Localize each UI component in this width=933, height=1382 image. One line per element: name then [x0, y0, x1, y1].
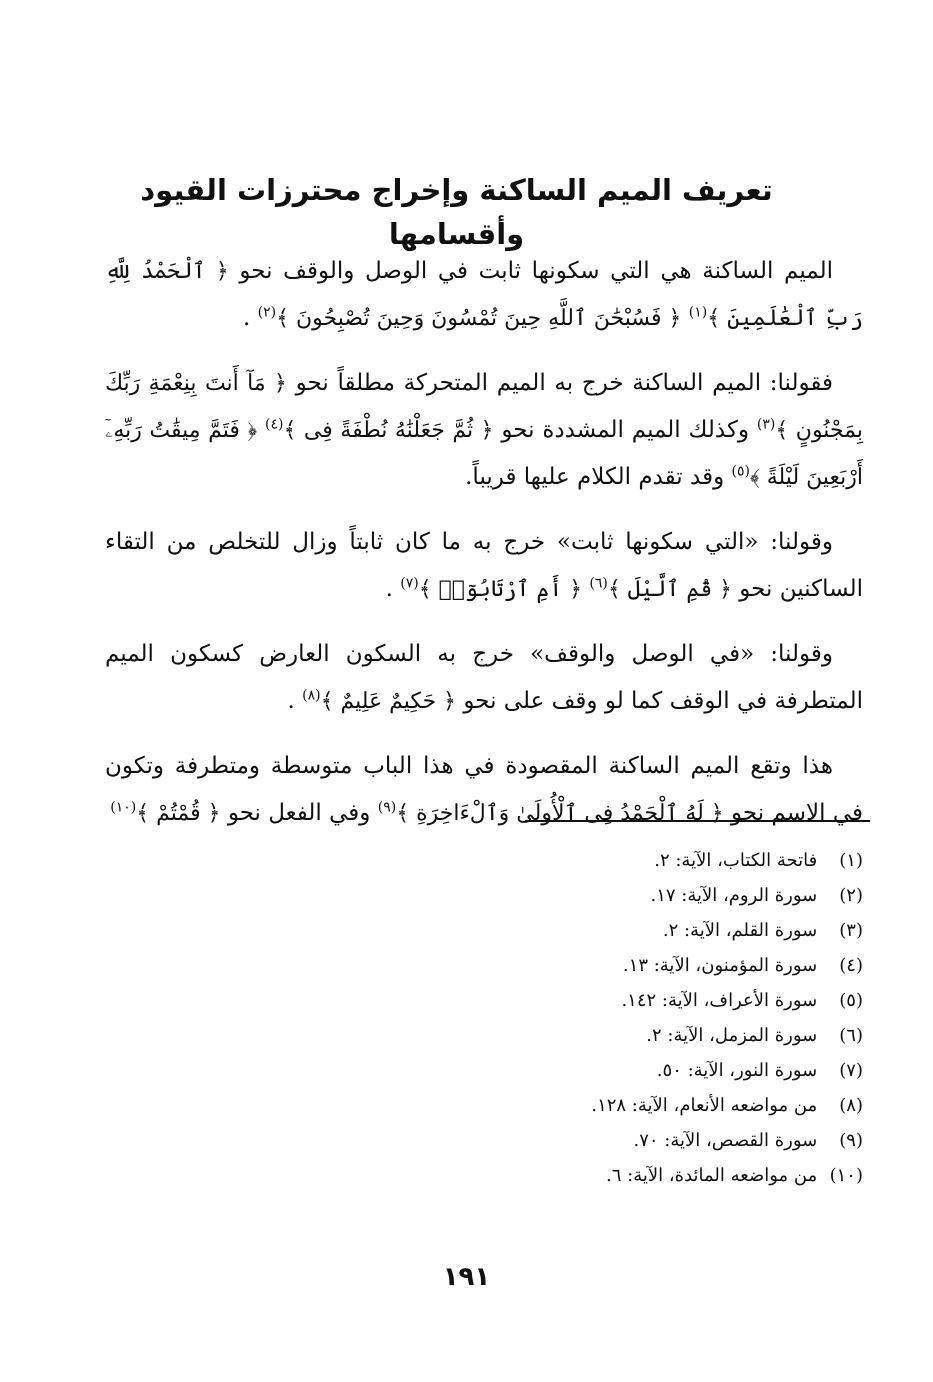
- quran-verse: ﴿ أَمِ ٱرْتَابُوٓا۟ ﴾: [418, 577, 583, 602]
- main-text: [105, 248, 863, 855]
- footnote-divider: [525, 820, 870, 822]
- text-run: وفي الفعل نحو: [220, 800, 378, 826]
- footnote-text: سورة القصص، الآية: ٧٠.: [633, 1130, 818, 1151]
- quran-verse: ﴿ لَهُ ٱلْحَمْدُ فِى ٱلْأُولَىٰ وَٱلْءَاخِرَةِ ﴾: [396, 801, 724, 826]
- footnote-ref[interactable]: (٦): [589, 575, 608, 592]
- footnote-number: (٩): [839, 1130, 863, 1151]
- page-number: ١٩١: [442, 1262, 491, 1292]
- footnote-text: فاتحة الكتاب، الآية: ٢.: [654, 850, 818, 871]
- footnote-ref[interactable]: (٨): [302, 687, 321, 704]
- footnote-item: [420, 983, 863, 1018]
- footnote-item: [420, 878, 863, 913]
- footnote-ref[interactable]: (٥): [731, 463, 750, 480]
- footnote-number: (٣): [839, 920, 863, 941]
- text-run: .: [243, 305, 258, 331]
- footnote-ref[interactable]: (١): [688, 304, 708, 321]
- quran-verse: ﴿ حَكِيمٌ عَلِيمٌ ﴾: [320, 689, 457, 714]
- footnote-item: [420, 1053, 863, 1088]
- text-run: وقد تقدم الكلام عليها قريباً.: [465, 464, 732, 490]
- footnote-number: (١): [839, 850, 863, 871]
- footnote-ref[interactable]: (٧): [400, 575, 419, 592]
- footnote-item: [420, 913, 863, 948]
- footnote-number: (٢): [839, 885, 863, 906]
- paragraph-5: [105, 743, 863, 837]
- footnote-number: (٧): [839, 1060, 863, 1081]
- text-run: فقولنا: الميم الساكنة خرج به الميم المتحركة مطلقاً نحو: [286, 370, 834, 396]
- quran-verse: ﴿ مَآ أَنتَ بِنِعْمَةِ رَبِّكَ بِمَجْنُونٍ ﴾: [105, 371, 863, 443]
- quran-verse: ﴿ فَتَمَّ مِيقَٰتُ رَبِّهِۦٓ أَرْبَعِينَ لَيْلَةً ﴾: [105, 418, 863, 490]
- footnote-text: سورة الروم، الآية: ١٧.: [650, 885, 818, 906]
- quran-verse: ﴿ فَسُبْحَٰنَ ٱللَّهِ حِينَ تُمْسُونَ وَحِينَ تُصْبِحُونَ ﴾: [276, 306, 682, 331]
- paragraph-3: [105, 519, 863, 613]
- paragraph-2: [105, 360, 863, 501]
- footnote-ref[interactable]: (٩): [377, 799, 397, 816]
- quran-verse: ﴿ قُمِ ٱلَّيْلَ ﴾: [607, 577, 732, 602]
- text-run: .: [287, 688, 303, 714]
- footnote-text: سورة النور، الآية: ٥٠.: [656, 1060, 818, 1081]
- footnote-text: سورة المزمل، الآية: ٢.: [646, 1025, 818, 1046]
- text-run: هذا وتقع الميم الساكنة المقصودة في هذا الباب متوسطة ومتطرفة وتكون في الاسم نحو: [105, 753, 863, 826]
- paragraph-1: [105, 248, 863, 342]
- text-run: وقولنا: «في الوصل والوقف» خرج به السكون العارض كسكون الميم المتطرفة في الوقف كما لو وقف على نحو: [105, 641, 863, 714]
- footnote-number: (٥): [839, 990, 863, 1011]
- quran-verse: ﴿ ثُمَّ جَعَلْنَٰهُ نُطْفَةً فِى ﴾: [283, 418, 494, 443]
- footnote-item: [420, 1018, 863, 1053]
- footnote-text: من مواضعه الأنعام، الآية: ١٢٨.: [591, 1095, 818, 1116]
- text-run: الميم الساكنة هي التي سكونها ثابت في الوصل والوقف نحو: [228, 258, 833, 284]
- footnote-text: سورة المؤمنون، الآية: ١٣.: [622, 955, 818, 976]
- text-run: .: [385, 576, 401, 602]
- footnote-number: (٤): [839, 955, 863, 976]
- footnote-number: (١٠): [829, 1165, 863, 1186]
- footnote-ref[interactable]: (٢): [257, 304, 277, 321]
- footnote-text: من مواضعه المائدة، الآية: ٦.: [606, 1165, 818, 1186]
- text-run: وقولنا: «التي سكونها ثابت» خرج به ما كان ثابتاً وزال للتخلص من التقاء الساكنين نحو: [105, 529, 863, 602]
- text-run: وكذلك الميم المشددة نحو: [493, 417, 757, 443]
- footnote-item: [420, 948, 863, 983]
- footnote-ref[interactable]: (٤): [265, 416, 284, 433]
- text-run: [681, 305, 688, 331]
- footnotes-list: [420, 843, 863, 1193]
- footnote-number: (٨): [839, 1095, 863, 1116]
- footnote-item: [420, 1158, 863, 1193]
- section-title: تعريف الميم الساكنة وإخراج محترزات القيود وأقسامها: [140, 173, 773, 251]
- footnote-text: سورة الأعراف، الآية: ١٤٢.: [621, 990, 818, 1011]
- footnote-number: (٦): [839, 1025, 863, 1046]
- text-run: [257, 417, 265, 443]
- quran-verse: ﴿ ٱلْحَمْدُ لِلَّهِ رَبِّ ٱلْعَٰلَمِينَ ﴾: [105, 259, 863, 331]
- footnote-text: سورة القلم، الآية: ٢.: [662, 920, 818, 941]
- footnote-ref[interactable]: (٣): [756, 416, 776, 433]
- footnote-item: [420, 1088, 863, 1123]
- quran-verse: ﴿ قُمْتُمْ ﴾: [136, 801, 221, 826]
- footnote-item: [420, 843, 863, 878]
- footnote-item: [420, 1123, 863, 1158]
- footnote-ref[interactable]: (١٠): [110, 799, 137, 816]
- paragraph-4: [105, 631, 863, 725]
